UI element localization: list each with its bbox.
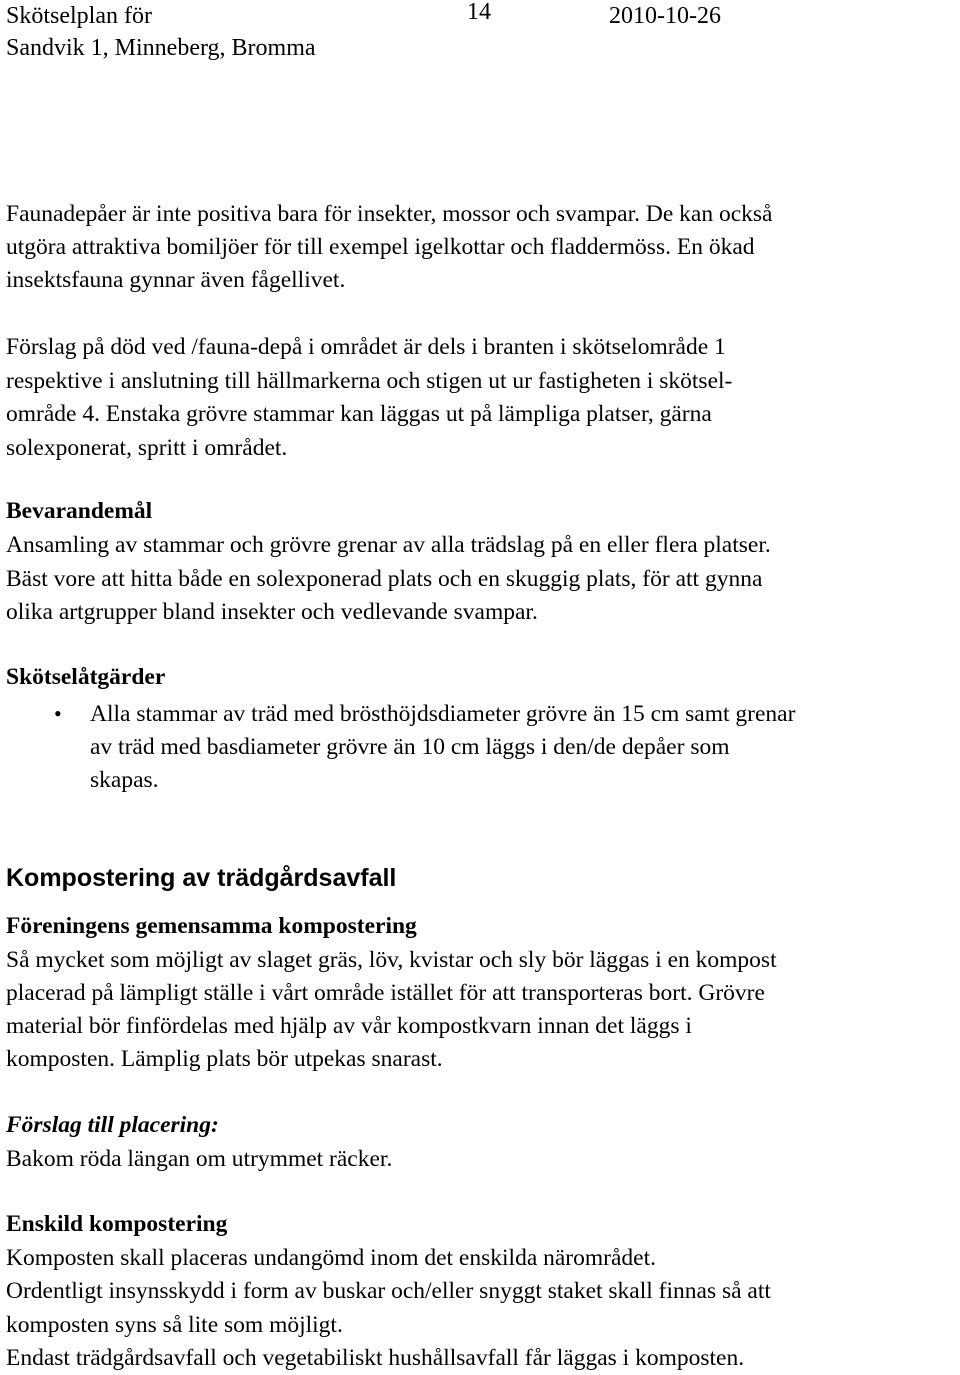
enskild-heading: Enskild kompostering	[6, 1211, 228, 1237]
bevarandemal-line2: Bäst vore att hitta både en solexponerad plats och en skuggig plats, för att gynna	[6, 566, 763, 592]
gemensam-heading: Föreningens gemensamma kompostering	[6, 913, 417, 939]
enskild-line2: Ordentligt insynsskydd i form av buskar och/eller snyggt staket skall finnas så att	[6, 1278, 771, 1304]
gemensam-line1: Så mycket som möjligt av slaget gräs, löv, kvistar och sly bör läggas i en kompost	[6, 947, 777, 973]
para2-line1: Förslag på död ved /fauna-depå i området är dels i branten i skötselområde 1	[6, 334, 726, 360]
skotselatgarder-line1: Alla stammar av träd med brösthöjdsdiameter grövre än 15 cm samt grenar	[90, 701, 796, 727]
header-title-line2: Sandvik 1, Minneberg, Bromma	[6, 35, 316, 61]
gemensam-line4: komposten. Lämplig plats bör utpekas snarast.	[6, 1046, 443, 1072]
para2-line2: respektive i anslutning till hällmarkerna och stigen ut ur fastigheten i skötsel-	[6, 368, 733, 394]
skotselatgarder-line3: skapas.	[90, 767, 159, 793]
enskild-line4: Endast trädgårdsavfall och vegetabiliskt hushållsavfall får läggas i komposten.	[6, 1345, 745, 1371]
skotselatgarder-line2: av träd med basdiameter grövre än 10 cm läggs i den/de depåer som	[90, 734, 730, 760]
para2-line3: område 4. Enstaka grövre stammar kan läggas ut på lämpliga platser, gärna	[6, 401, 712, 427]
kompostering-heading: Kompostering av trädgårdsavfall	[6, 864, 397, 892]
para1-line3: insektsfauna gynnar även fågellivet.	[6, 267, 346, 293]
forslag-heading: Förslag till placering:	[6, 1112, 219, 1138]
gemensam-line3: material bör finfördelas med hjälp av vår kompostkvarn innan det läggs i	[6, 1013, 692, 1039]
header-title-line1: Skötselplan för	[6, 3, 152, 29]
para2-line4: solexponerat, spritt i området.	[6, 435, 288, 461]
skotselatgarder-heading: Skötselåtgärder	[6, 664, 166, 690]
header-date: 2010-10-26	[609, 3, 721, 29]
forslag-text: Bakom röda längan om utrymmet räcker.	[6, 1146, 393, 1172]
para1-line2: utgöra attraktiva bomiljöer för till exempel igelkottar och fladdermöss. En ökad	[6, 234, 755, 260]
gemensam-line2: placerad på lämpligt ställe i vårt område istället för att transporteras bort. Grövre	[6, 980, 765, 1006]
bevarandemal-line1: Ansamling av stammar och grövre grenar av alla trädslag på en eller flera platser.	[6, 532, 771, 558]
enskild-line3: komposten syns så lite som möjligt.	[6, 1312, 343, 1338]
page-number: 14	[467, 0, 491, 25]
bevarandemal-line3: olika artgrupper bland insekter och vedlevande svampar.	[6, 599, 538, 625]
bullet-icon: •	[54, 701, 62, 726]
bevarandemal-heading: Bevarandemål	[6, 498, 153, 524]
enskild-line1: Komposten skall placeras undangömd inom det enskilda närområdet.	[6, 1245, 657, 1271]
para1-line1: Faunadepåer är inte positiva bara för insekter, mossor och svampar. De kan också	[6, 201, 773, 227]
